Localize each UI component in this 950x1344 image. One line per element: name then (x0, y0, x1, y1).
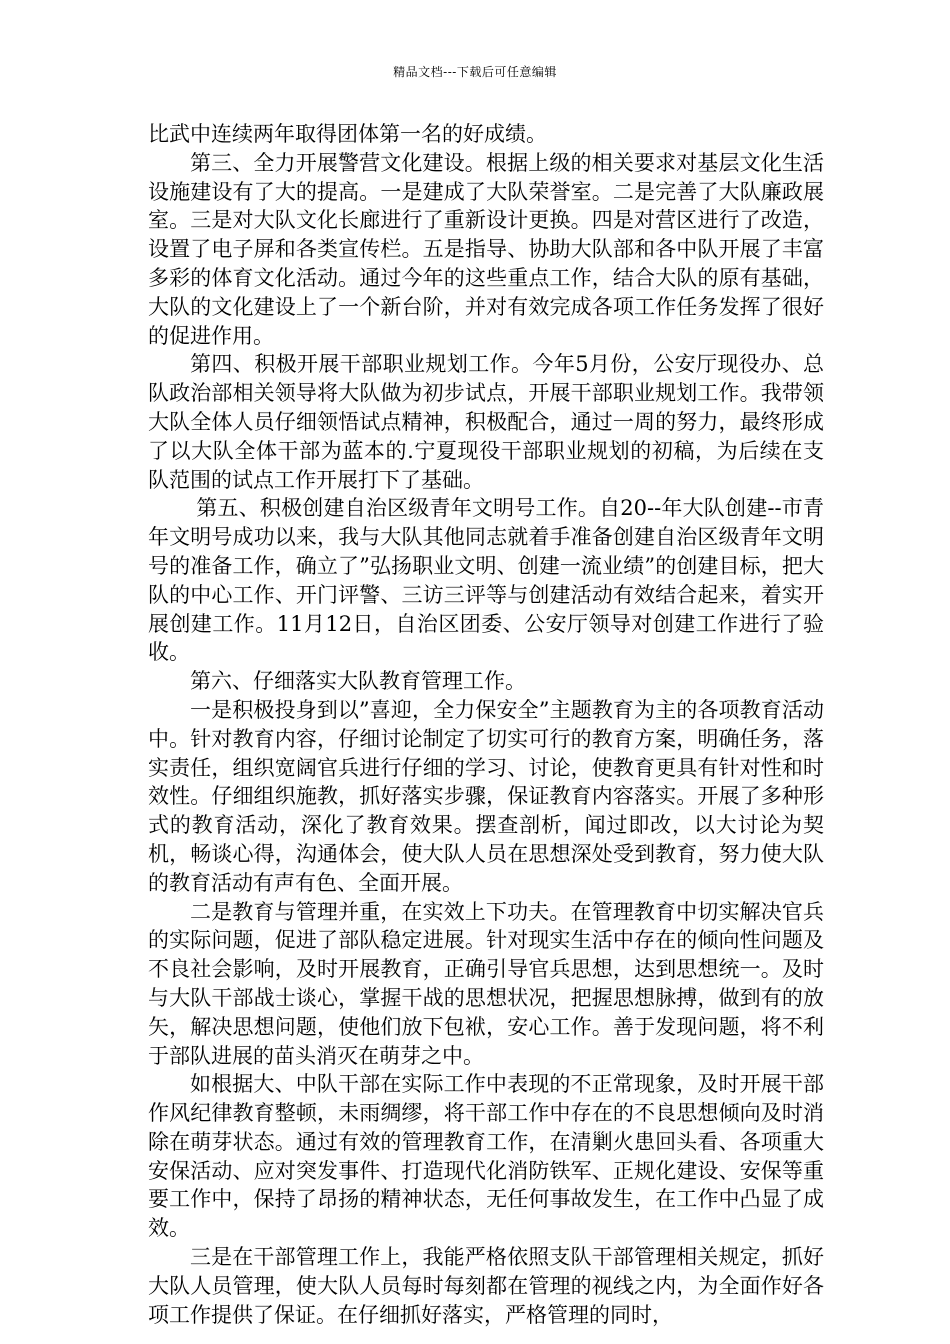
paragraph-item-1: 一是积极投身到以”喜迎，全力保安全”主题教育为主的各项教育活动中。针对教育内容，仔细讨论制定了切实可行的教育方案，明确任务，落实责任，组织宽阔官兵进行仔细的学习、讨论，使教育更具有针对性和时效性。仔细组织施教，抓好落实步骤，保证教育内容落实。开展了多种形式的教育活动，深化了教育效果。摆查剖析，闻过即改，以大讨论为契机，畅谈心得，沟通体会，使大队人员在思想深处受到教育，努力使大队的教育活动有声有色、全面开展。 (148, 697, 824, 895)
paragraph-section-6-heading: 第六、仔细落实大队教育管理工作。 (190, 669, 526, 694)
paragraph-item-2: 二是教育与管理并重，在实效上下功夫。在管理教育中切实解决官兵的实际问题，促进了部队稳定进展。针对现实生活中存在的倾向性问题及不良社会影响，及时开展教育，正确引导官兵思想，达到思想统一。及时与大队干部战士谈心，掌握干战的思想状况，把握思想脉搏，做到有的放矢，解决思想问题，使他们放下包袱，安心工作。善于发现问题，将不利于部队进展的苗头消灭在萌芽之中。 (148, 899, 824, 1068)
paragraph-item-3: 三是在干部管理工作上，我能严格依照支队干部管理相关规定，抓好大队人员管理，使大队人员每时每刻都在管理的视线之内，为全面作好各项工作提供了保证。在仔细抓好落实，严格管理的同时， (148, 1245, 824, 1327)
page-header: 精品文档---下载后可任意编辑 (393, 65, 557, 79)
document-body (148, 120, 824, 1329)
paragraph-example: 如根据大、中队干部在实际工作中表现的不正常现象，及时开展干部作风纪律教育整顿，未雨绸缪，将干部工作中存在的不良思想倾向及时消除在萌芽状态。通过有效的管理教育工作，在清剿火患回头看、各项重大安保活动、应对突发事件、打造现代化消防铁军、正规化建设、安保等重要工作中，保持了昂扬的精神状态，无任何事故发生，在工作中凸显了成效。 (148, 1072, 824, 1241)
paragraph-section-4: 第四、积极开展干部职业规划工作。今年5月份，公安厅现役办、总队政治部相关领导将大队做为初步试点，开展干部职业规划工作。我带领大队全体人员仔细领悟试点精神，积极配合，通过一周的努力，最终形成了以大队全体干部为蓝本的.宁夏现役干部职业规划的初稿，为后续在支队范围的试点工作开展打下了基础。 (148, 352, 824, 492)
paragraph-continuation: 比武中连续两年取得团体第一名的好成绩。 (148, 122, 547, 146)
paragraph-section-3: 第三、全力开展警营文化建设。根据上级的相关要求对基层文化生活设施建设有了大的提高。一是建成了大队荣誉室。二是完善了大队廉政展室。三是对大队文化长廊进行了重新设计更换。四是对营区进行了改造，设置了电子屏和各类宣传栏。五是指导、协助大队部和各中队开展了丰富多彩的体育文化活动。通过今年的这些重点工作，结合大队的原有基础，大队的文化建设上了一个新台阶，并对有效完成各项工作任务发挥了很好的促进作用。 (148, 150, 824, 348)
paragraph-section-5: 第五、积极创建自治区级青年文明号工作。自20--年大队创建--市青年文明号成功以来，我与大队其他同志就着手准备创建自治区级青年文明号的准备工作，确立了”弘扬职业文明、创建一流业绩”的创建目标，把大队的中心工作、开门评警、三访三评等与创建活动有效结合起来，着实开展创建工作。11月12日，自治区团委、公安厅领导对创建工作进行了验收。 (148, 496, 824, 665)
